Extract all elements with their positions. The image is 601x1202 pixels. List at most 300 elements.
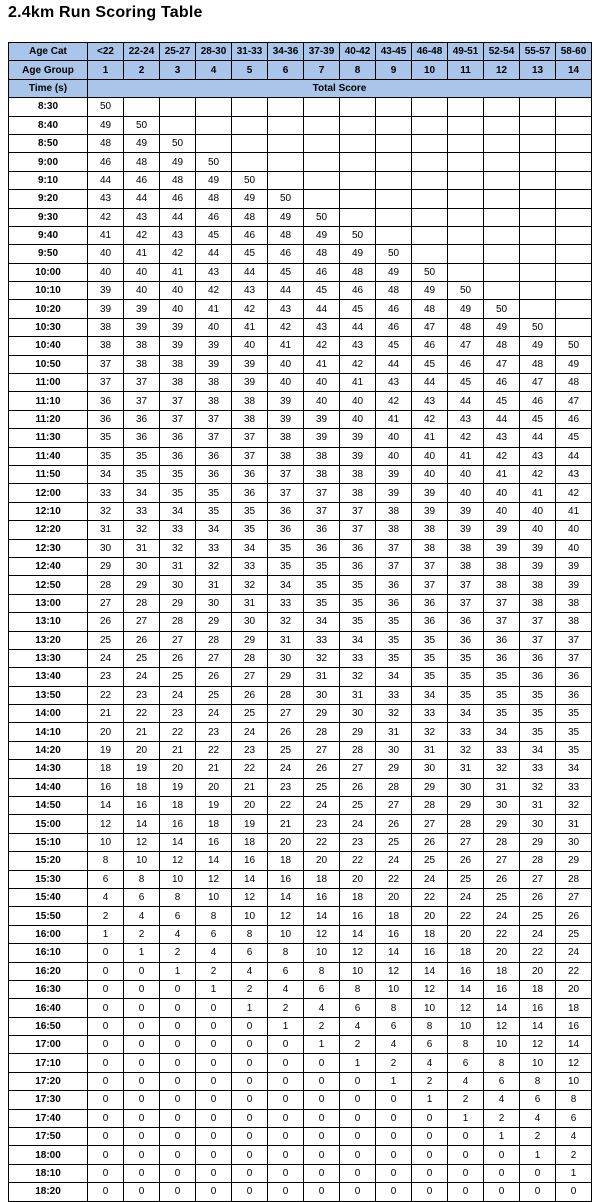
score-cell: 0 <box>520 1183 556 1201</box>
score-cell: 4 <box>124 907 160 925</box>
score-cell <box>556 245 592 263</box>
score-cell: 0 <box>412 1146 448 1164</box>
score-cell: 48 <box>376 282 412 300</box>
score-cell: 35 <box>232 502 268 520</box>
score-cell: 38 <box>88 337 124 355</box>
score-cell: 39 <box>124 300 160 318</box>
score-cell: 19 <box>124 760 160 778</box>
age-group-header: 12 <box>484 61 520 79</box>
score-cell: 6 <box>160 907 196 925</box>
score-cell <box>448 208 484 226</box>
score-cell: 6 <box>88 870 124 888</box>
score-cell: 35 <box>160 465 196 483</box>
score-cell: 0 <box>160 1128 196 1146</box>
score-cell: 22 <box>88 686 124 704</box>
score-cell: 24 <box>556 944 592 962</box>
score-cell <box>340 153 376 171</box>
score-cell: 41 <box>304 355 340 373</box>
score-cell: 47 <box>484 355 520 373</box>
age-cat-header: <22 <box>88 43 124 61</box>
score-cell: 0 <box>232 1109 268 1127</box>
time-cell: 17:00 <box>9 1036 88 1054</box>
score-cell: 45 <box>520 410 556 428</box>
score-cell: 36 <box>376 594 412 612</box>
score-cell <box>448 134 484 152</box>
page-title: 2.4km Run Scoring Table <box>8 4 203 21</box>
score-cell: 20 <box>520 962 556 980</box>
table-row <box>9 282 592 300</box>
table-row <box>9 944 592 962</box>
score-cell: 1 <box>196 980 232 998</box>
score-cell: 44 <box>556 447 592 465</box>
time-cell: 10:00 <box>9 263 88 281</box>
score-cell: 16 <box>88 778 124 796</box>
score-cell: 40 <box>520 521 556 539</box>
score-cell: 2 <box>520 1128 556 1146</box>
score-cell: 20 <box>304 852 340 870</box>
score-cell: 42 <box>412 410 448 428</box>
score-cell: 35 <box>448 668 484 686</box>
score-cell: 14 <box>304 907 340 925</box>
score-cell: 24 <box>376 852 412 870</box>
score-cell: 18 <box>376 907 412 925</box>
score-cell: 0 <box>232 1164 268 1182</box>
score-cell: 14 <box>232 870 268 888</box>
score-cell: 37 <box>232 429 268 447</box>
score-cell: 35 <box>88 429 124 447</box>
time-cell: 15:00 <box>9 815 88 833</box>
score-cell: 25 <box>232 705 268 723</box>
age-cat-header: 25-27 <box>160 43 196 61</box>
score-cell: 0 <box>340 1183 376 1201</box>
score-cell: 36 <box>520 668 556 686</box>
score-cell: 25 <box>304 778 340 796</box>
score-cell: 41 <box>160 263 196 281</box>
score-cell: 0 <box>340 1128 376 1146</box>
table-row <box>9 447 592 465</box>
score-cell: 28 <box>88 576 124 594</box>
score-cell: 40 <box>340 410 376 428</box>
score-cell: 38 <box>556 594 592 612</box>
score-cell: 0 <box>124 1036 160 1054</box>
score-cell: 0 <box>124 1183 160 1201</box>
score-cell: 28 <box>268 686 304 704</box>
score-cell: 36 <box>520 649 556 667</box>
score-cell: 0 <box>268 1183 304 1201</box>
score-cell: 1 <box>340 1054 376 1072</box>
score-cell: 40 <box>412 465 448 483</box>
table-row <box>9 245 592 263</box>
table-row <box>9 631 592 649</box>
score-cell: 2 <box>304 1017 340 1035</box>
score-cell: 44 <box>196 245 232 263</box>
score-cell: 30 <box>88 539 124 557</box>
score-cell: 29 <box>412 778 448 796</box>
score-cell: 0 <box>304 1164 340 1182</box>
score-cell: 8 <box>376 999 412 1017</box>
score-cell: 25 <box>376 833 412 851</box>
score-cell: 10 <box>304 944 340 962</box>
table-row <box>9 888 592 906</box>
score-cell: 0 <box>268 1091 304 1109</box>
score-cell: 38 <box>160 374 196 392</box>
score-cell <box>484 263 520 281</box>
age-group-header: 6 <box>268 61 304 79</box>
score-cell <box>376 226 412 244</box>
scoring-table <box>8 42 592 1202</box>
score-cell: 25 <box>448 870 484 888</box>
score-cell: 0 <box>304 1091 340 1109</box>
score-cell: 37 <box>88 374 124 392</box>
score-cell: 34 <box>304 613 340 631</box>
score-cell: 39 <box>448 521 484 539</box>
score-cell: 4 <box>196 944 232 962</box>
score-cell: 33 <box>484 741 520 759</box>
time-cell: 18:20 <box>9 1183 88 1201</box>
score-cell: 2 <box>268 999 304 1017</box>
score-cell: 38 <box>304 465 340 483</box>
score-cell: 33 <box>88 484 124 502</box>
time-cell: 12:50 <box>9 576 88 594</box>
score-cell: 31 <box>448 760 484 778</box>
score-cell: 38 <box>484 557 520 575</box>
score-cell: 20 <box>160 760 196 778</box>
score-cell: 0 <box>88 1146 124 1164</box>
time-cell: 17:20 <box>9 1072 88 1090</box>
score-cell: 43 <box>88 190 124 208</box>
score-cell: 49 <box>376 263 412 281</box>
table-row <box>9 576 592 594</box>
score-cell: 35 <box>556 723 592 741</box>
score-cell: 20 <box>376 888 412 906</box>
score-cell: 1 <box>268 1017 304 1035</box>
score-cell: 23 <box>124 686 160 704</box>
score-cell: 43 <box>340 337 376 355</box>
time-cell: 12:40 <box>9 557 88 575</box>
score-cell: 38 <box>196 374 232 392</box>
score-cell: 49 <box>160 153 196 171</box>
score-cell: 36 <box>160 429 196 447</box>
score-cell: 38 <box>376 521 412 539</box>
time-cell: 14:20 <box>9 741 88 759</box>
score-cell: 38 <box>448 539 484 557</box>
score-cell: 44 <box>376 355 412 373</box>
score-cell: 27 <box>124 613 160 631</box>
score-cell <box>340 190 376 208</box>
score-cell: 2 <box>412 1072 448 1090</box>
total-score-label: Total Score <box>88 79 592 97</box>
score-cell: 38 <box>160 355 196 373</box>
score-cell <box>556 116 592 134</box>
time-cell: 13:30 <box>9 649 88 667</box>
score-cell: 20 <box>232 797 268 815</box>
table-row <box>9 1164 592 1182</box>
score-cell: 0 <box>124 1164 160 1182</box>
score-cell: 34 <box>448 705 484 723</box>
score-cell: 33 <box>304 631 340 649</box>
score-cell: 2 <box>232 980 268 998</box>
score-cell: 36 <box>484 631 520 649</box>
score-cell: 30 <box>412 760 448 778</box>
score-cell: 4 <box>520 1109 556 1127</box>
score-cell: 43 <box>304 318 340 336</box>
score-cell: 8 <box>520 1072 556 1090</box>
score-cell: 12 <box>412 980 448 998</box>
score-cell <box>520 263 556 281</box>
score-cell: 31 <box>412 741 448 759</box>
score-cell: 0 <box>88 1091 124 1109</box>
time-cell: 17:10 <box>9 1054 88 1072</box>
score-cell: 40 <box>448 484 484 502</box>
score-cell: 38 <box>340 484 376 502</box>
score-cell: 18 <box>268 852 304 870</box>
score-cell: 47 <box>556 392 592 410</box>
score-cell: 20 <box>124 741 160 759</box>
score-cell: 0 <box>196 1017 232 1035</box>
score-cell: 32 <box>268 613 304 631</box>
score-cell: 10 <box>340 962 376 980</box>
age-group-header: 4 <box>196 61 232 79</box>
score-cell: 23 <box>268 778 304 796</box>
score-cell: 49 <box>196 171 232 189</box>
score-cell <box>484 226 520 244</box>
score-cell: 0 <box>232 1091 268 1109</box>
score-cell: 42 <box>484 447 520 465</box>
score-cell: 4 <box>340 1017 376 1035</box>
score-cell: 19 <box>160 778 196 796</box>
score-cell <box>196 134 232 152</box>
score-cell <box>520 116 556 134</box>
score-cell <box>484 171 520 189</box>
time-cell: 13:00 <box>9 594 88 612</box>
table-row <box>9 797 592 815</box>
score-cell <box>556 153 592 171</box>
score-cell: 42 <box>268 318 304 336</box>
score-cell: 14 <box>520 1017 556 1035</box>
score-cell: 40 <box>88 263 124 281</box>
score-cell: 22 <box>196 741 232 759</box>
time-cell: 18:00 <box>9 1146 88 1164</box>
score-cell: 12 <box>232 888 268 906</box>
score-cell <box>412 134 448 152</box>
score-cell: 43 <box>376 374 412 392</box>
score-cell <box>160 98 196 116</box>
score-cell: 38 <box>196 392 232 410</box>
score-cell: 39 <box>160 337 196 355</box>
score-cell: 34 <box>484 723 520 741</box>
score-cell <box>376 98 412 116</box>
score-cell: 39 <box>556 576 592 594</box>
score-cell <box>304 134 340 152</box>
score-cell: 39 <box>232 355 268 373</box>
score-cell: 0 <box>124 1017 160 1035</box>
table-row <box>9 668 592 686</box>
score-cell: 37 <box>88 355 124 373</box>
score-cell: 36 <box>124 429 160 447</box>
score-cell: 22 <box>412 888 448 906</box>
score-cell: 40 <box>376 429 412 447</box>
time-cell: 16:00 <box>9 925 88 943</box>
score-cell: 45 <box>556 429 592 447</box>
score-cell: 1 <box>88 925 124 943</box>
age-group-header: 8 <box>340 61 376 79</box>
score-cell: 0 <box>268 1146 304 1164</box>
time-cell: 17:30 <box>9 1091 88 1109</box>
score-cell: 1 <box>160 962 196 980</box>
score-cell: 46 <box>124 171 160 189</box>
score-cell: 35 <box>160 484 196 502</box>
score-cell <box>520 153 556 171</box>
time-cell: 15:50 <box>9 907 88 925</box>
score-cell: 40 <box>556 521 592 539</box>
score-cell: 0 <box>196 1072 232 1090</box>
table-row <box>9 705 592 723</box>
score-cell: 36 <box>88 392 124 410</box>
score-cell: 6 <box>484 1072 520 1090</box>
score-cell: 18 <box>196 815 232 833</box>
score-cell: 46 <box>376 318 412 336</box>
score-cell <box>124 98 160 116</box>
score-cell: 46 <box>232 226 268 244</box>
score-cell: 48 <box>484 337 520 355</box>
score-cell: 26 <box>484 870 520 888</box>
table-row <box>9 760 592 778</box>
score-cell: 35 <box>520 723 556 741</box>
table-row <box>9 649 592 667</box>
time-header-row <box>9 79 592 97</box>
score-cell: 0 <box>88 1109 124 1127</box>
table-row <box>9 1109 592 1127</box>
score-cell: 0 <box>88 962 124 980</box>
score-cell: 35 <box>340 594 376 612</box>
score-cell: 49 <box>520 337 556 355</box>
score-cell: 10 <box>268 925 304 943</box>
score-cell: 31 <box>520 797 556 815</box>
score-cell: 0 <box>232 1017 268 1035</box>
score-cell: 35 <box>304 594 340 612</box>
score-cell: 39 <box>376 465 412 483</box>
score-cell: 28 <box>196 631 232 649</box>
score-cell: 19 <box>196 797 232 815</box>
score-cell: 18 <box>88 760 124 778</box>
score-cell: 18 <box>448 944 484 962</box>
table-row <box>9 686 592 704</box>
score-cell: 41 <box>268 337 304 355</box>
score-cell: 40 <box>160 300 196 318</box>
score-cell <box>520 190 556 208</box>
score-cell: 34 <box>232 539 268 557</box>
age-group-label: Age Group <box>9 61 88 79</box>
score-cell <box>268 116 304 134</box>
score-cell <box>412 171 448 189</box>
score-cell: 25 <box>88 631 124 649</box>
time-cell: 10:40 <box>9 337 88 355</box>
score-cell: 46 <box>520 392 556 410</box>
score-cell: 38 <box>484 576 520 594</box>
score-cell <box>556 190 592 208</box>
score-cell: 4 <box>304 999 340 1017</box>
time-cell: 15:10 <box>9 833 88 851</box>
score-cell: 8 <box>448 1036 484 1054</box>
table-row <box>9 539 592 557</box>
score-cell: 1 <box>376 1072 412 1090</box>
score-cell: 35 <box>484 686 520 704</box>
score-cell <box>448 263 484 281</box>
score-cell: 0 <box>232 1146 268 1164</box>
time-cell: 10:10 <box>9 282 88 300</box>
score-cell: 26 <box>268 723 304 741</box>
score-cell: 12 <box>556 1054 592 1072</box>
score-cell: 29 <box>304 705 340 723</box>
score-cell: 24 <box>448 888 484 906</box>
score-cell: 35 <box>484 705 520 723</box>
score-cell: 46 <box>376 300 412 318</box>
score-cell: 46 <box>484 374 520 392</box>
table-row <box>9 263 592 281</box>
score-cell: 36 <box>196 465 232 483</box>
score-cell <box>304 116 340 134</box>
score-cell: 50 <box>448 282 484 300</box>
score-cell: 18 <box>232 833 268 851</box>
score-cell: 49 <box>88 116 124 134</box>
score-cell: 39 <box>304 429 340 447</box>
table-row <box>9 502 592 520</box>
score-cell: 37 <box>268 484 304 502</box>
score-cell: 30 <box>124 557 160 575</box>
score-cell: 27 <box>376 797 412 815</box>
score-cell: 21 <box>232 778 268 796</box>
score-cell: 25 <box>520 907 556 925</box>
score-cell <box>556 208 592 226</box>
score-cell <box>340 171 376 189</box>
score-cell: 14 <box>124 815 160 833</box>
score-cell: 29 <box>484 815 520 833</box>
time-cell: 17:40 <box>9 1109 88 1127</box>
score-cell: 41 <box>376 410 412 428</box>
score-cell: 39 <box>340 429 376 447</box>
score-cell: 0 <box>484 1164 520 1182</box>
table-row <box>9 1017 592 1035</box>
score-cell <box>160 116 196 134</box>
score-cell: 20 <box>340 870 376 888</box>
score-cell: 32 <box>556 797 592 815</box>
score-cell: 0 <box>268 1128 304 1146</box>
score-cell: 48 <box>268 226 304 244</box>
score-cell: 14 <box>448 980 484 998</box>
score-cell: 28 <box>448 815 484 833</box>
score-cell: 33 <box>412 705 448 723</box>
time-cell: 10:30 <box>9 318 88 336</box>
score-cell: 8 <box>556 1091 592 1109</box>
score-cell: 8 <box>340 980 376 998</box>
score-cell: 22 <box>160 723 196 741</box>
score-cell: 0 <box>88 1072 124 1090</box>
score-cell: 35 <box>448 686 484 704</box>
score-cell: 18 <box>304 870 340 888</box>
score-cell <box>412 116 448 134</box>
score-cell: 45 <box>304 282 340 300</box>
score-cell: 10 <box>484 1036 520 1054</box>
time-cell: 11:30 <box>9 429 88 447</box>
score-cell: 39 <box>376 484 412 502</box>
score-cell: 40 <box>232 337 268 355</box>
score-cell: 0 <box>88 1017 124 1035</box>
score-cell: 0 <box>268 1036 304 1054</box>
score-cell: 1 <box>412 1091 448 1109</box>
score-cell: 36 <box>268 521 304 539</box>
score-cell: 0 <box>160 1091 196 1109</box>
table-row <box>9 392 592 410</box>
